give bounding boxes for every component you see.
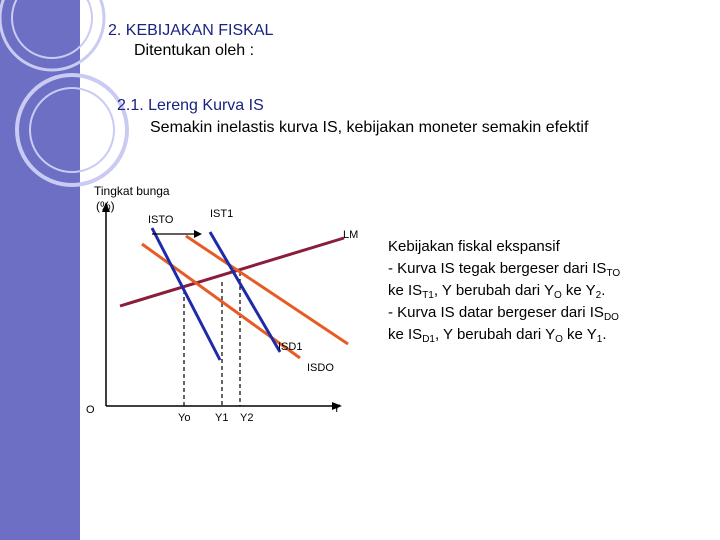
note-line-3: ke $IS_{T1}$, Y berubah dari $Y_O$ ke $Y_2$.	[388, 282, 606, 301]
label-lm: LM	[343, 229, 359, 241]
label-is-t1: IST1	[210, 208, 234, 220]
y-axis-unit: (%)	[96, 199, 115, 213]
subsection-statement: Semakin inelastis kurva IS, kebijakan moneter semakin efektif	[150, 119, 589, 136]
label-is-to: ISTO	[148, 214, 174, 226]
tick-label-y2: Y2	[240, 412, 254, 424]
policy-note	[388, 236, 620, 346]
note-line-2: - Kurva IS tegak bergeser dari $IS_{TO}$	[388, 260, 621, 279]
tick-label-y1: Y1	[215, 412, 229, 424]
subsection-title: 2.1. Lereng Kurva IS	[117, 97, 264, 114]
note-line-5: ke $IS_{D1}$, Y berubah dari $Y_O$ ke $Y_1$.	[388, 326, 607, 345]
arrow-is-to-head	[194, 230, 202, 238]
section-heading: 2. KEBIJAKAN FISKAL	[108, 22, 274, 39]
y-axis-label: Tingkat bunga	[94, 184, 170, 198]
note-line-4: - Kurva IS datar bergeser dari $IS_{DO}$	[388, 304, 619, 323]
x-axis-label: Y	[333, 403, 341, 415]
note-title: Kebijakan fiskal ekspansif	[388, 238, 560, 255]
label-is-do: ISDO	[307, 362, 334, 374]
origin-label: O	[86, 404, 95, 416]
section-subheading: Ditentukan oleh :	[134, 42, 255, 59]
label-is-d1: ISD1	[278, 341, 303, 353]
tick-label-y0: Yo	[178, 412, 191, 424]
